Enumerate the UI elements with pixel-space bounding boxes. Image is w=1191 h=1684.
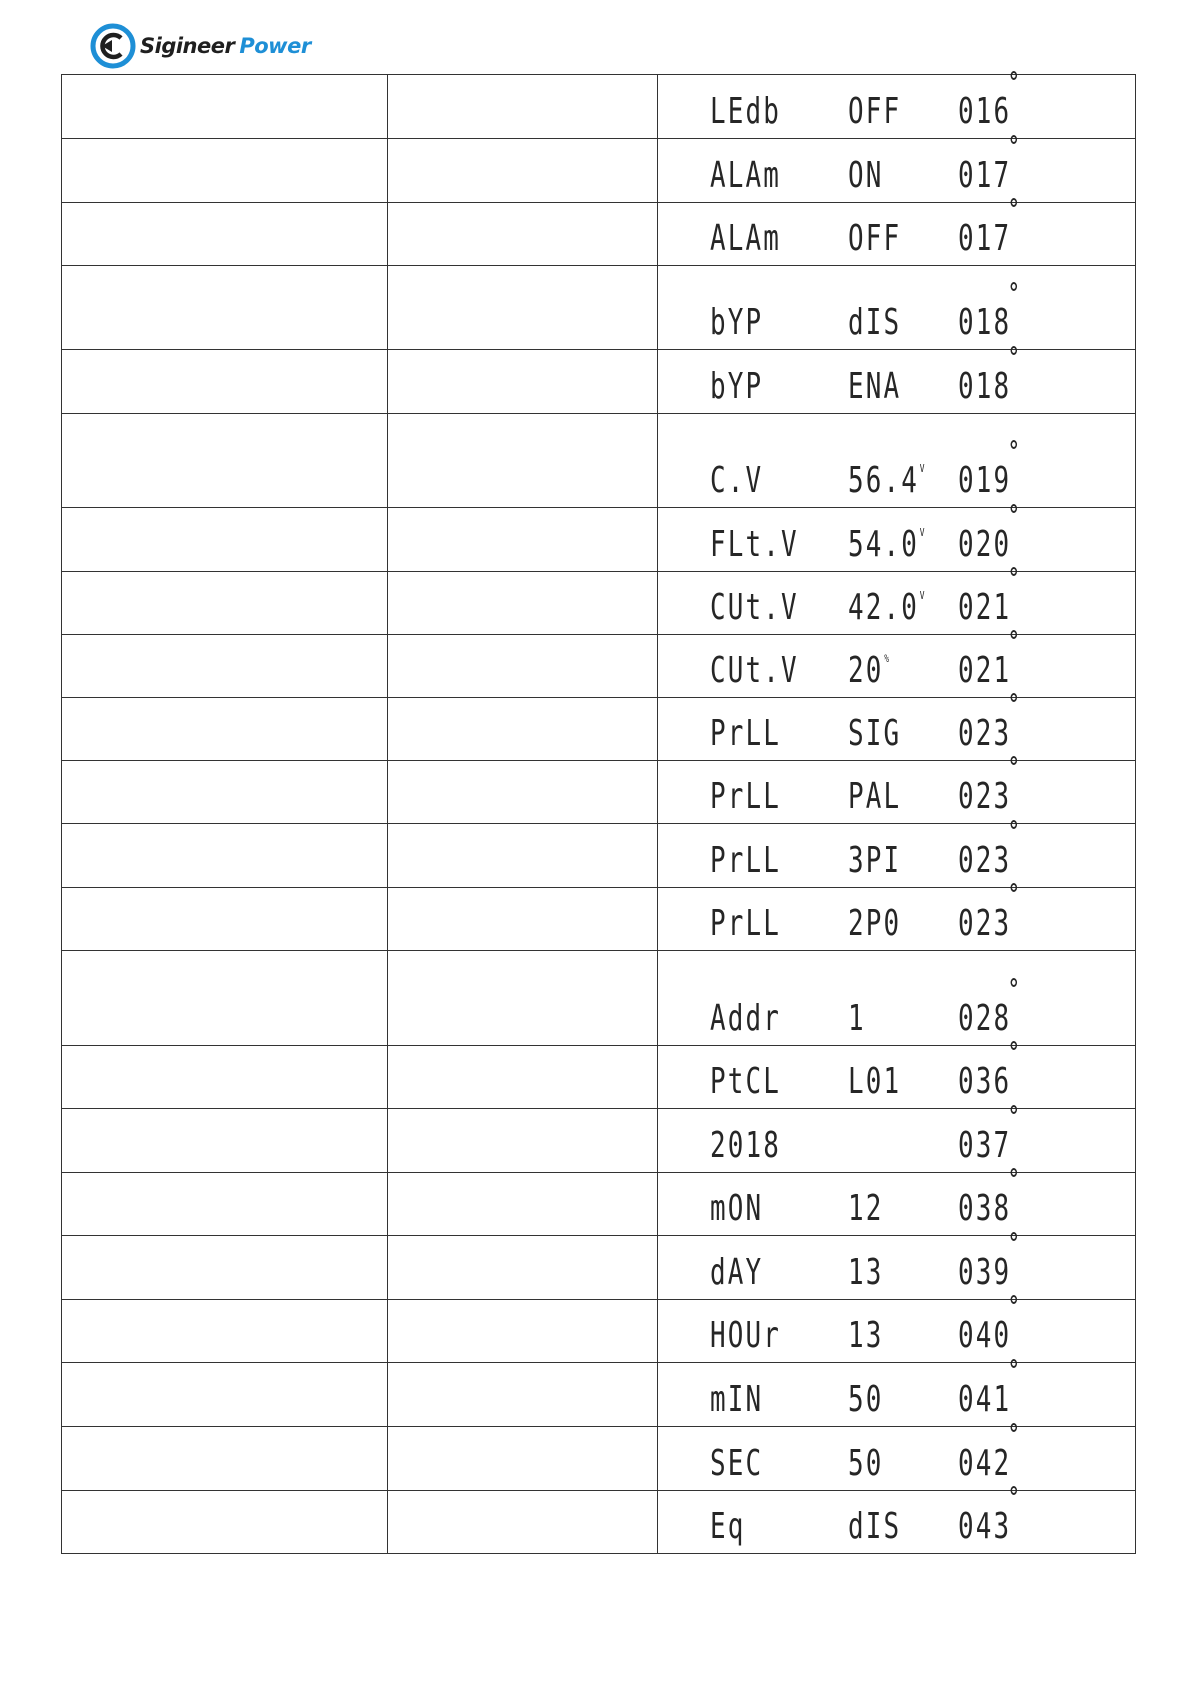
lcd-parameter-label: Eq (710, 1505, 746, 1547)
lcd-program-number (958, 218, 1011, 259)
lcd-display-cell (658, 951, 1136, 1046)
lcd-parameter-label: PrLL (710, 775, 782, 817)
lcd-parameter-value (848, 1379, 884, 1420)
settings-indicator-icon (1011, 820, 1017, 829)
lcd-unit: V (919, 588, 927, 602)
lcd-program-number-text: 017 (958, 217, 1012, 259)
lcd-parameter-label: mON (710, 1187, 764, 1229)
lcd-parameter-label: CUt.V (710, 649, 799, 691)
lcd-display-cell (658, 1173, 1136, 1236)
setting-name-cell (62, 1046, 388, 1109)
settings-indicator-icon (1011, 1359, 1017, 1368)
lcd-program-number-text: 023 (958, 775, 1012, 817)
table-row (62, 1173, 1136, 1236)
lcd-display-cell (658, 1236, 1136, 1300)
setting-name-cell (62, 824, 388, 888)
lcd-value-text: OFF (848, 217, 902, 259)
lcd-program-number-text: 023 (958, 712, 1012, 754)
setting-description-cell (388, 1109, 658, 1173)
setting-name-cell (62, 139, 388, 203)
lcd-parameter-value (848, 366, 901, 407)
lcd-parameter-value (848, 1506, 901, 1547)
setting-name-cell (62, 75, 388, 139)
setting-description-cell (388, 203, 658, 266)
settings-indicator-icon (1011, 504, 1017, 513)
setting-description-cell (388, 414, 658, 508)
table-row (62, 1363, 1136, 1427)
lcd-value-text: 20 (848, 649, 884, 691)
table-row (62, 698, 1136, 761)
lcd-parameter-value (848, 587, 927, 628)
lcd-display-cell (658, 266, 1136, 350)
setting-name-cell (62, 698, 388, 761)
brand-name (140, 34, 311, 58)
lcd-value-text: 13 (848, 1251, 884, 1293)
lcd-display-cell (658, 761, 1136, 824)
setting-name-cell (62, 1109, 388, 1173)
brand-logo-icon (90, 23, 136, 69)
table-row (62, 508, 1136, 572)
lcd-display-cell (658, 1427, 1136, 1491)
setting-description-cell (388, 888, 658, 951)
settings-indicator-icon (1011, 1295, 1017, 1304)
lcd-parameter-label: 2018 (710, 1124, 782, 1166)
lcd-program-number-text: 036 (958, 1060, 1012, 1102)
lcd-unit: V (919, 525, 927, 539)
lcd-value-text: L01 (848, 1060, 902, 1102)
lcd-parameter-value (848, 1443, 884, 1484)
setting-name-cell (62, 1173, 388, 1236)
lcd-program-number (958, 903, 1011, 944)
table-row (62, 1427, 1136, 1491)
lcd-program-number (958, 366, 1011, 407)
lcd-program-number-text: 021 (958, 586, 1012, 628)
setting-name-cell (62, 350, 388, 414)
lcd-value-text: dIS (848, 1505, 902, 1547)
lcd-program-number-text: 023 (958, 839, 1012, 881)
settings-indicator-icon (1011, 1232, 1017, 1241)
setting-name-cell (62, 508, 388, 572)
setting-description-cell (388, 1427, 658, 1491)
lcd-parameter-label: FLt.V (710, 523, 799, 565)
setting-description-cell (388, 824, 658, 888)
lcd-program-number-text: 021 (958, 649, 1012, 691)
setting-description-cell (388, 1491, 658, 1554)
lcd-program-number (958, 302, 1011, 343)
lcd-program-number (958, 524, 1011, 565)
setting-description-cell (388, 761, 658, 824)
lcd-parameter-value (848, 524, 927, 565)
lcd-program-number (958, 1125, 1011, 1166)
lcd-display-cell (658, 139, 1136, 203)
lcd-program-number (958, 1506, 1011, 1547)
lcd-value-text: 1 (848, 997, 866, 1039)
lcd-parameter-label: ALAm (710, 154, 782, 196)
lcd-parameter-label: SEC (710, 1442, 764, 1484)
lcd-display-cell (658, 572, 1136, 635)
brand-name-part2: Power (239, 34, 311, 58)
lcd-program-number-text: 040 (958, 1314, 1012, 1356)
table-row (62, 1236, 1136, 1300)
table-row (62, 951, 1136, 1046)
lcd-program-number (958, 650, 1011, 691)
table-row (62, 635, 1136, 698)
lcd-parameter-value (848, 91, 901, 132)
lcd-parameter-label: PtCL (710, 1060, 782, 1102)
lcd-unit: V (919, 461, 927, 475)
settings-indicator-icon (1011, 440, 1017, 449)
lcd-value-text: SIG (848, 712, 902, 754)
lcd-parameter-label: Addr (710, 997, 782, 1039)
lcd-program-number (958, 713, 1011, 754)
lcd-parameter-label: mIN (710, 1378, 764, 1420)
lcd-program-number-text: 020 (958, 523, 1012, 565)
table-row (62, 75, 1136, 139)
setting-description-cell (388, 635, 658, 698)
lcd-program-number-text: 018 (958, 365, 1012, 407)
lcd-program-number-text: 043 (958, 1505, 1012, 1547)
setting-description-cell (388, 1173, 658, 1236)
lcd-program-number-text: 019 (958, 459, 1012, 501)
lcd-display-cell (658, 203, 1136, 266)
lcd-display-cell (658, 888, 1136, 951)
lcd-parameter-value (848, 1061, 901, 1102)
table-row (62, 203, 1136, 266)
lcd-program-number (958, 1379, 1011, 1420)
setting-description-cell (388, 1046, 658, 1109)
setting-name-cell (62, 1491, 388, 1554)
table-row (62, 824, 1136, 888)
setting-name-cell (62, 1300, 388, 1363)
lcd-program-number (958, 587, 1011, 628)
lcd-program-number (958, 91, 1011, 132)
setting-name-cell (62, 951, 388, 1046)
lcd-display-cell (658, 1363, 1136, 1427)
setting-name-cell (62, 572, 388, 635)
table-row (62, 266, 1136, 350)
lcd-program-number (958, 460, 1011, 501)
lcd-parameter-value (848, 155, 884, 196)
lcd-parameter-value (848, 1188, 884, 1229)
settings-indicator-icon (1011, 883, 1017, 892)
settings-indicator-icon (1011, 1168, 1017, 1177)
settings-indicator-icon (1011, 282, 1017, 291)
lcd-program-number (958, 998, 1011, 1039)
lcd-value-text: OFF (848, 90, 902, 132)
lcd-value-text: 50 (848, 1378, 884, 1420)
setting-description-cell (388, 350, 658, 414)
lcd-display-cell (658, 1046, 1136, 1109)
table-row (62, 414, 1136, 508)
lcd-value-text: dIS (848, 301, 902, 343)
lcd-display-cell (658, 1109, 1136, 1173)
table-row (62, 350, 1136, 414)
lcd-display-cell (658, 698, 1136, 761)
table-row (62, 1046, 1136, 1109)
lcd-program-number-text: 037 (958, 1124, 1012, 1166)
setting-description-cell (388, 75, 658, 139)
lcd-parameter-value (848, 1252, 884, 1293)
lcd-parameter-label: PrLL (710, 839, 782, 881)
lcd-parameter-label: C.V (710, 459, 764, 501)
lcd-parameter-label: CUt.V (710, 586, 799, 628)
settings-indicator-icon (1011, 1041, 1017, 1050)
lcd-display-cell (658, 635, 1136, 698)
lcd-parameter-label: HOUr (710, 1314, 782, 1356)
setting-description-cell (388, 1236, 658, 1300)
lcd-program-number (958, 1188, 1011, 1229)
setting-name-cell (62, 1236, 388, 1300)
settings-table (61, 74, 1136, 1554)
lcd-parameter-value (848, 713, 901, 754)
lcd-program-number (958, 840, 1011, 881)
lcd-program-number-text: 041 (958, 1378, 1012, 1420)
lcd-parameter-label: bYP (710, 301, 764, 343)
lcd-display-cell (658, 414, 1136, 508)
settings-indicator-icon (1011, 1423, 1017, 1432)
lcd-parameter-value (848, 903, 901, 944)
settings-indicator-icon (1011, 71, 1017, 80)
table-row (62, 1300, 1136, 1363)
lcd-unit: % (884, 651, 892, 665)
lcd-parameter-label: ALAm (710, 217, 782, 259)
setting-description-cell (388, 951, 658, 1046)
lcd-program-number (958, 1315, 1011, 1356)
lcd-value-text: ON (848, 154, 884, 196)
settings-indicator-icon (1011, 978, 1017, 987)
settings-indicator-icon (1011, 346, 1017, 355)
setting-name-cell (62, 1427, 388, 1491)
settings-indicator-icon (1011, 756, 1017, 765)
lcd-program-number (958, 1252, 1011, 1293)
settings-indicator-icon (1011, 567, 1017, 576)
lcd-program-number-text: 016 (958, 90, 1012, 132)
lcd-display-cell (658, 75, 1136, 139)
lcd-parameter-value (848, 1315, 884, 1356)
lcd-parameter-value (848, 218, 901, 259)
setting-name-cell (62, 414, 388, 508)
lcd-parameter-value (848, 650, 891, 691)
lcd-parameter-value (848, 460, 927, 501)
lcd-value-text: 50 (848, 1442, 884, 1484)
setting-name-cell (62, 266, 388, 350)
lcd-parameter-label: LEdb (710, 90, 782, 132)
table-row (62, 761, 1136, 824)
setting-description-cell (388, 508, 658, 572)
setting-description-cell (388, 139, 658, 203)
lcd-display-cell (658, 1491, 1136, 1554)
table-row (62, 139, 1136, 203)
setting-name-cell (62, 761, 388, 824)
setting-description-cell (388, 266, 658, 350)
setting-name-cell (62, 1363, 388, 1427)
lcd-value-text: 3PI (848, 839, 902, 881)
lcd-parameter-value (848, 840, 901, 881)
settings-indicator-icon (1011, 135, 1017, 144)
lcd-program-number (958, 1443, 1011, 1484)
setting-description-cell (388, 1300, 658, 1363)
lcd-program-number-text: 038 (958, 1187, 1012, 1229)
setting-description-cell (388, 1363, 658, 1427)
lcd-value-text: ENA (848, 365, 902, 407)
table-row (62, 888, 1136, 951)
setting-description-cell (388, 572, 658, 635)
lcd-parameter-label: dAY (710, 1251, 764, 1293)
settings-indicator-icon (1011, 1105, 1017, 1114)
table-row (62, 572, 1136, 635)
lcd-value-text: 56.4 (848, 459, 920, 501)
lcd-value-text: 42.0 (848, 586, 920, 628)
lcd-parameter-label: PrLL (710, 712, 782, 754)
lcd-value-text: 12 (848, 1187, 884, 1229)
lcd-parameter-value (848, 998, 866, 1039)
lcd-value-text: 13 (848, 1314, 884, 1356)
lcd-display-cell (658, 350, 1136, 414)
setting-name-cell (62, 888, 388, 951)
settings-indicator-icon (1011, 630, 1017, 639)
lcd-parameter-value (848, 776, 901, 817)
table-row (62, 1491, 1136, 1554)
lcd-parameter-label: bYP (710, 365, 764, 407)
settings-indicator-icon (1011, 198, 1017, 207)
brand-name-part1: Sigineer (140, 34, 235, 58)
lcd-program-number (958, 776, 1011, 817)
lcd-program-number-text: 028 (958, 997, 1012, 1039)
lcd-value-text: 54.0 (848, 523, 920, 565)
setting-description-cell (388, 698, 658, 761)
lcd-value-text: PAL (848, 775, 902, 817)
lcd-program-number-text: 042 (958, 1442, 1012, 1484)
setting-name-cell (62, 203, 388, 266)
lcd-parameter-value (848, 302, 901, 343)
lcd-program-number (958, 155, 1011, 196)
lcd-value-text: 2P0 (848, 902, 902, 944)
settings-indicator-icon (1011, 693, 1017, 702)
lcd-program-number (958, 1061, 1011, 1102)
table-row (62, 1109, 1136, 1173)
lcd-program-number-text: 039 (958, 1251, 1012, 1293)
lcd-display-cell (658, 508, 1136, 572)
lcd-parameter-label: PrLL (710, 902, 782, 944)
lcd-display-cell (658, 824, 1136, 888)
settings-indicator-icon (1011, 1486, 1017, 1495)
lcd-program-number-text: 023 (958, 902, 1012, 944)
lcd-display-cell (658, 1300, 1136, 1363)
header (90, 18, 311, 74)
lcd-program-number-text: 017 (958, 154, 1012, 196)
lcd-program-number-text: 018 (958, 301, 1012, 343)
setting-name-cell (62, 635, 388, 698)
